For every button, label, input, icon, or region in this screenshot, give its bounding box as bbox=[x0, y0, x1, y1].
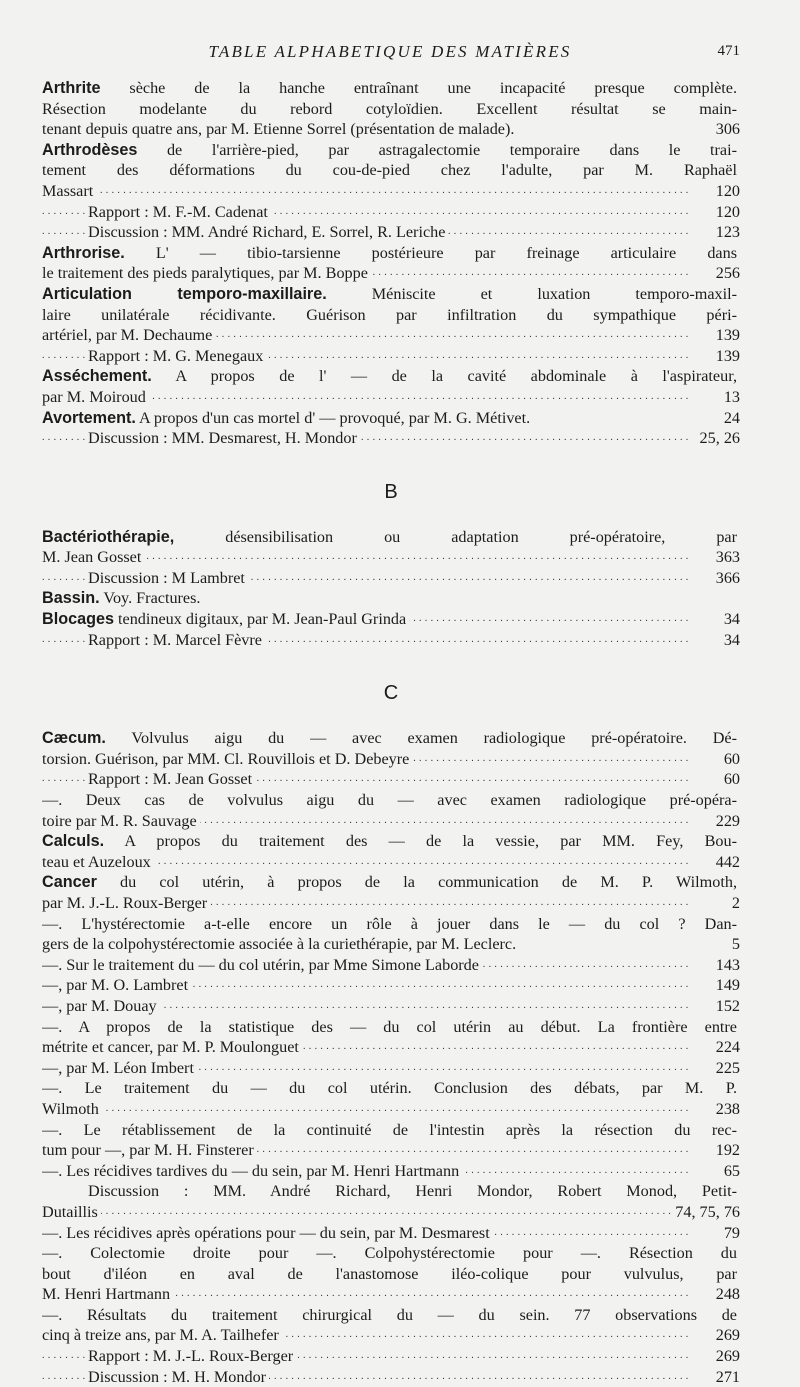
entry-body: teau et Auzeloux bbox=[42, 852, 151, 871]
entry-text bbox=[42, 1265, 740, 1283]
entry-line bbox=[42, 202, 740, 223]
page-reference: 34 bbox=[720, 630, 740, 651]
entry-text bbox=[42, 832, 740, 850]
page-reference: 139 bbox=[712, 325, 740, 346]
entry-text bbox=[88, 1182, 740, 1200]
entry-body: —. Les récidives tardives du — du sein, par M. Henri Hartmann bbox=[42, 1161, 460, 1180]
entry-body: M. Jean Gosset bbox=[42, 548, 142, 567]
entry-body: tum pour —, par M. H. Finsterer bbox=[42, 1141, 254, 1160]
entry-line bbox=[42, 1099, 740, 1120]
entry-text bbox=[42, 141, 740, 159]
entry-body: —. L'hystérectomie a-t-elle encore un rôle à jouer dans le — du col ? Dan- bbox=[42, 914, 737, 933]
index-entry bbox=[42, 366, 740, 407]
page-reference: 248 bbox=[712, 1284, 740, 1305]
entry-line bbox=[42, 408, 740, 429]
entry-line bbox=[42, 1264, 740, 1285]
entry-text bbox=[42, 956, 482, 974]
entry-line bbox=[42, 955, 740, 976]
entry-line bbox=[42, 588, 740, 609]
entry-headword: Cæcum. bbox=[42, 729, 106, 748]
entry-body: —. Résultats du traitement chirurgical du — du sein. 77 observations de bbox=[42, 1305, 737, 1324]
page-reference: 123 bbox=[712, 222, 740, 243]
entry-body: M. Henri Hartmann bbox=[42, 1285, 171, 1304]
entry-text bbox=[42, 1162, 462, 1180]
page-header bbox=[40, 38, 740, 62]
entry-body: toire par M. R. Sauvage bbox=[42, 811, 197, 830]
entry-body: tenant depuis quatre ans, par M. Etienne Sorrel (présentation de malade). bbox=[42, 120, 515, 139]
index-entry bbox=[42, 872, 740, 1387]
page-reference: 25, 26 bbox=[696, 428, 740, 449]
entry-line bbox=[42, 1367, 740, 1387]
entry-text bbox=[42, 1079, 740, 1097]
entry-text bbox=[42, 1285, 173, 1303]
running-title: TABLE ALPHABETIQUE DES MATIÈRES bbox=[208, 42, 572, 61]
entry-line bbox=[42, 934, 740, 955]
index-entry bbox=[42, 609, 740, 650]
entry-line bbox=[42, 160, 740, 181]
entry-line bbox=[42, 1037, 740, 1058]
entry-line bbox=[42, 99, 740, 120]
entry-body: A propos du traitement des — de la vessie, par MM. Fey, Bou- bbox=[104, 832, 737, 851]
entry-line bbox=[42, 119, 740, 140]
page-reference: 13 bbox=[720, 387, 740, 408]
entry-headword: Calculs. bbox=[42, 832, 105, 851]
entry-line bbox=[42, 914, 740, 935]
entry-line bbox=[42, 1284, 740, 1305]
entry-body: tendineux digitaux, par M. Jean-Paul Grinda bbox=[113, 610, 407, 629]
page-reference: 120 bbox=[712, 202, 740, 223]
page-reference: 24 bbox=[720, 408, 740, 429]
entry-line bbox=[42, 243, 740, 264]
entry-text bbox=[42, 1018, 740, 1036]
entry-body: Discussion : MM. André Richard, E. Sorrel, R. Leriche bbox=[88, 223, 446, 242]
entry-text bbox=[42, 729, 740, 747]
entry-headword: Blocages bbox=[42, 610, 114, 629]
entry-text bbox=[42, 161, 740, 179]
entry-text bbox=[42, 1038, 302, 1056]
page-reference: 2 bbox=[728, 893, 740, 914]
entry-line bbox=[42, 325, 740, 346]
entry-text bbox=[42, 367, 740, 385]
entry-line bbox=[42, 222, 740, 243]
entry-text bbox=[42, 1224, 493, 1242]
entry-line bbox=[42, 1140, 740, 1161]
entry-line bbox=[42, 1223, 740, 1244]
entry-headword: Bactériothérapie, bbox=[42, 527, 175, 546]
entry-line bbox=[42, 346, 740, 367]
page-number: 471 bbox=[717, 43, 740, 59]
entry-line bbox=[42, 609, 740, 630]
entry-line bbox=[42, 1325, 740, 1346]
entry-body: tement des déformations du cou-de-pied chez l'adulte, par M. Raphaël bbox=[42, 161, 737, 180]
entry-text bbox=[42, 750, 412, 768]
entry-body: —, par M. O. Lambret bbox=[42, 976, 189, 995]
entry-line bbox=[42, 749, 740, 770]
entry-text bbox=[42, 1244, 740, 1262]
index-entry bbox=[42, 243, 740, 284]
entry-body: L' — tibio-tarsienne postérieure par freinage articulaire dans bbox=[124, 243, 737, 262]
entry-text bbox=[42, 1203, 101, 1221]
index-content bbox=[42, 78, 740, 1387]
entry-body: gers de la colpohystérectomie associée à la curiethérapie, par M. Leclerc. bbox=[42, 935, 517, 954]
entry-line bbox=[42, 527, 740, 548]
index-entry bbox=[42, 831, 740, 872]
entry-text bbox=[88, 203, 271, 221]
entry-line bbox=[42, 387, 740, 408]
index-entry bbox=[42, 527, 740, 589]
entry-body: Résection modelante du rebord cotyloïdien. Excellent résultat se main- bbox=[42, 99, 737, 118]
entry-line bbox=[42, 428, 740, 449]
entry-body: Discussion : M Lambret bbox=[88, 568, 245, 587]
entry-line bbox=[42, 1078, 740, 1099]
entry-body: —. Colectomie droite pour —. Colpohystérectomie pour —. Résection du bbox=[42, 1244, 737, 1263]
entry-text bbox=[42, 1059, 197, 1077]
entry-headword: Bassin. bbox=[42, 589, 100, 608]
entry-line bbox=[42, 1243, 740, 1264]
entry-body: Voy. Fractures. bbox=[99, 589, 201, 608]
entry-text bbox=[88, 223, 448, 241]
entry-line bbox=[42, 1202, 740, 1223]
entry-body: —. A propos de la statistique des — du col utérin au début. La frontière entre bbox=[42, 1017, 737, 1036]
entry-text bbox=[42, 589, 203, 607]
entry-text bbox=[88, 347, 266, 365]
page-reference: 65 bbox=[720, 1161, 740, 1182]
entry-text bbox=[88, 631, 265, 649]
entry-line bbox=[42, 790, 740, 811]
entry-body: désensibilisation ou adaptation pré-opératoire, par bbox=[174, 527, 737, 546]
page-reference: 363 bbox=[712, 547, 740, 568]
entry-text bbox=[88, 1347, 296, 1365]
entry-body: bout d'iléon en aval de l'anastomose iléo-colique pour vulvulus, par bbox=[42, 1264, 737, 1283]
page-reference: 60 bbox=[720, 749, 740, 770]
entry-body: de l'arrière-pied, par astragalectomie temporaire dans le trai- bbox=[137, 140, 737, 159]
entry-text bbox=[42, 791, 740, 809]
entry-line bbox=[42, 1017, 740, 1038]
entry-body: torsion. Guérison, par MM. Cl. Rouvillois et D. Debeyre bbox=[42, 749, 410, 768]
entry-body: Discussion : MM. André Richard, Henri Mondor, Robert Monod, Petit- bbox=[88, 1182, 737, 1201]
page-reference: 225 bbox=[712, 1058, 740, 1079]
entry-body: Rapport : M. G. Menegaux bbox=[88, 346, 264, 365]
page-reference: 269 bbox=[712, 1325, 740, 1346]
entry-body: Rapport : M. Marcel Fèvre bbox=[88, 630, 262, 649]
entry-body: Rapport : M. Jean Gosset bbox=[88, 770, 253, 789]
entry-line bbox=[42, 263, 740, 284]
entry-body: Dutaillis bbox=[42, 1202, 98, 1221]
entry-text bbox=[42, 528, 740, 546]
page-reference: 60 bbox=[720, 769, 740, 790]
entry-line bbox=[42, 284, 740, 305]
entry-text bbox=[42, 1306, 740, 1324]
entry-body: —. Les récidives après opérations pour — du sein, par M. Desmarest bbox=[42, 1223, 490, 1242]
index-entry bbox=[42, 78, 740, 140]
entry-headword: Avortement. bbox=[42, 408, 136, 427]
entry-body: le traitement des pieds paralytiques, par M. Boppe bbox=[42, 264, 368, 283]
entry-body: métrite et cancer, par M. P. Moulonguet bbox=[42, 1038, 299, 1057]
index-entry bbox=[42, 728, 740, 831]
entry-body: —, par M. Douay bbox=[42, 996, 157, 1015]
entry-text bbox=[42, 997, 160, 1015]
entry-line bbox=[42, 181, 740, 202]
entry-line bbox=[42, 996, 740, 1017]
entry-line bbox=[42, 1120, 740, 1141]
page-reference: 256 bbox=[712, 263, 740, 284]
entry-text bbox=[42, 100, 740, 118]
index-entry bbox=[42, 408, 740, 449]
entry-body: Rapport : M. J.-L. Roux-Berger bbox=[88, 1347, 294, 1366]
entry-headword: Arthrite bbox=[42, 79, 101, 97]
entry-body: Volvulus aigu du — avec examen radiologique pré-opératoire. Dé- bbox=[105, 729, 737, 748]
entry-headword: Arthrorise. bbox=[42, 243, 125, 262]
entry-body: Discussion : MM. Desmarest, H. Mondor bbox=[88, 429, 357, 448]
index-entry bbox=[42, 588, 740, 609]
entry-text bbox=[42, 326, 215, 344]
entry-body: Méniscite et luxation temporo-maxil- bbox=[326, 284, 737, 303]
entry-headword: Articulation temporo-maxillaire. bbox=[42, 284, 327, 303]
page-reference: 152 bbox=[712, 996, 740, 1017]
entry-line bbox=[42, 728, 740, 749]
entry-line bbox=[42, 893, 740, 914]
entry-text bbox=[42, 976, 191, 994]
entry-text bbox=[42, 548, 144, 566]
entry-text bbox=[42, 285, 740, 303]
entry-headword: Asséchement. bbox=[42, 367, 152, 386]
entry-body: —. Le rétablissement de la continuité de l'intestin après la résection du rec- bbox=[42, 1120, 737, 1139]
entry-body: —. Deux cas de volvulus aigu du — avec examen radiologique pré-opéra- bbox=[42, 791, 737, 810]
entry-body: A propos de l' — de la cavité abdominale à l'aspirateur, bbox=[151, 367, 737, 386]
page-reference: 306 bbox=[712, 119, 740, 140]
page-reference: 120 bbox=[712, 181, 740, 202]
entry-text bbox=[88, 1368, 269, 1386]
entry-body: —, par M. Léon Imbert bbox=[42, 1058, 194, 1077]
entry-line bbox=[42, 140, 740, 161]
entry-text bbox=[42, 853, 154, 871]
entry-line bbox=[42, 852, 740, 873]
entry-text bbox=[42, 388, 149, 406]
page-reference: 238 bbox=[712, 1099, 740, 1120]
page-reference: 139 bbox=[712, 346, 740, 367]
entry-line bbox=[42, 1346, 740, 1367]
entry-line bbox=[42, 872, 740, 893]
entry-line bbox=[42, 366, 740, 387]
entry-body: A propos d'un cas mortel d' — provoqué, par M. G. Métivet. bbox=[135, 408, 531, 427]
entry-text bbox=[88, 770, 255, 788]
entry-body: par M. Moiroud bbox=[42, 387, 146, 406]
entry-text bbox=[42, 244, 740, 262]
page-reference: 74, 75, 76 bbox=[671, 1202, 740, 1223]
entry-text bbox=[42, 1141, 257, 1159]
entry-body: Discussion : M. H. Mondor bbox=[88, 1367, 267, 1386]
entry-body: laire unilatérale récidivante. Guérison par infiltration du sympathique péri- bbox=[42, 305, 737, 324]
entry-text bbox=[88, 429, 360, 447]
entry-text bbox=[42, 1121, 740, 1139]
page-reference: 34 bbox=[720, 609, 740, 630]
entry-body: Massart bbox=[42, 181, 94, 200]
entry-line bbox=[42, 568, 740, 589]
entry-body: cinq à treize ans, par M. A. Tailhefer bbox=[42, 1326, 279, 1345]
entry-text bbox=[42, 915, 740, 933]
entry-text bbox=[42, 306, 740, 324]
entry-line bbox=[42, 630, 740, 651]
entry-text bbox=[42, 894, 210, 912]
entry-line bbox=[42, 547, 740, 568]
entry-text bbox=[42, 935, 519, 953]
entry-body: du col utérin, à propos de la communication de M. P. Wilmoth, bbox=[96, 873, 737, 892]
page-reference: 192 bbox=[712, 1140, 740, 1161]
entry-body: par M. J.-L. Roux-Berger bbox=[42, 894, 208, 912]
page-reference: 229 bbox=[712, 811, 740, 832]
page-reference: 271 bbox=[712, 1367, 740, 1387]
entry-text bbox=[42, 264, 371, 282]
page-reference: 149 bbox=[712, 975, 740, 996]
entry-text bbox=[42, 610, 409, 628]
entry-line bbox=[42, 811, 740, 832]
page-reference: 442 bbox=[712, 852, 740, 873]
entry-line bbox=[42, 1058, 740, 1079]
entry-body: artériel, par M. Dechaume bbox=[42, 326, 213, 345]
entry-line bbox=[42, 1181, 740, 1202]
entry-line bbox=[42, 975, 740, 996]
entry-text bbox=[42, 812, 200, 830]
page-reference: 366 bbox=[712, 568, 740, 589]
entry-text bbox=[88, 569, 248, 587]
entry-line bbox=[42, 769, 740, 790]
page-reference: 79 bbox=[720, 1223, 740, 1244]
entry-text bbox=[42, 120, 517, 138]
entry-line bbox=[42, 1161, 740, 1182]
section-letter: B bbox=[384, 480, 398, 503]
page-reference: 224 bbox=[712, 1037, 740, 1058]
page-reference: 5 bbox=[728, 934, 740, 955]
entry-text bbox=[42, 1326, 282, 1344]
page-reference: 269 bbox=[712, 1346, 740, 1367]
entry-text bbox=[42, 182, 96, 200]
entry-text bbox=[42, 1100, 102, 1118]
entry-headword: Arthrodèses bbox=[42, 140, 138, 159]
entry-body: —. Sur le traitement du — du col utérin, par Mme Simone Laborde bbox=[42, 955, 479, 974]
entry-headword: Cancer bbox=[42, 873, 97, 892]
entry-line bbox=[42, 1305, 740, 1326]
entry-line bbox=[42, 831, 740, 852]
entry-body: Rapport : M. F.-M. Cadenat bbox=[88, 202, 268, 221]
page-reference: 143 bbox=[712, 955, 740, 976]
entry-body: —. Le traitement du — du col utérin. Conclusion des débats, par M. P. bbox=[42, 1079, 737, 1098]
index-entry bbox=[42, 140, 740, 243]
section-letter: C bbox=[383, 682, 399, 705]
entry-text bbox=[42, 409, 533, 427]
index-entry bbox=[42, 284, 740, 366]
entry-body: sèche de la hanche entraînant une incapacité presque complète. bbox=[100, 79, 737, 97]
entry-line bbox=[42, 78, 740, 99]
entry-line bbox=[42, 305, 740, 326]
entry-body: Wilmoth bbox=[42, 1099, 99, 1118]
entry-text bbox=[42, 79, 740, 97]
entry-text bbox=[42, 873, 740, 891]
